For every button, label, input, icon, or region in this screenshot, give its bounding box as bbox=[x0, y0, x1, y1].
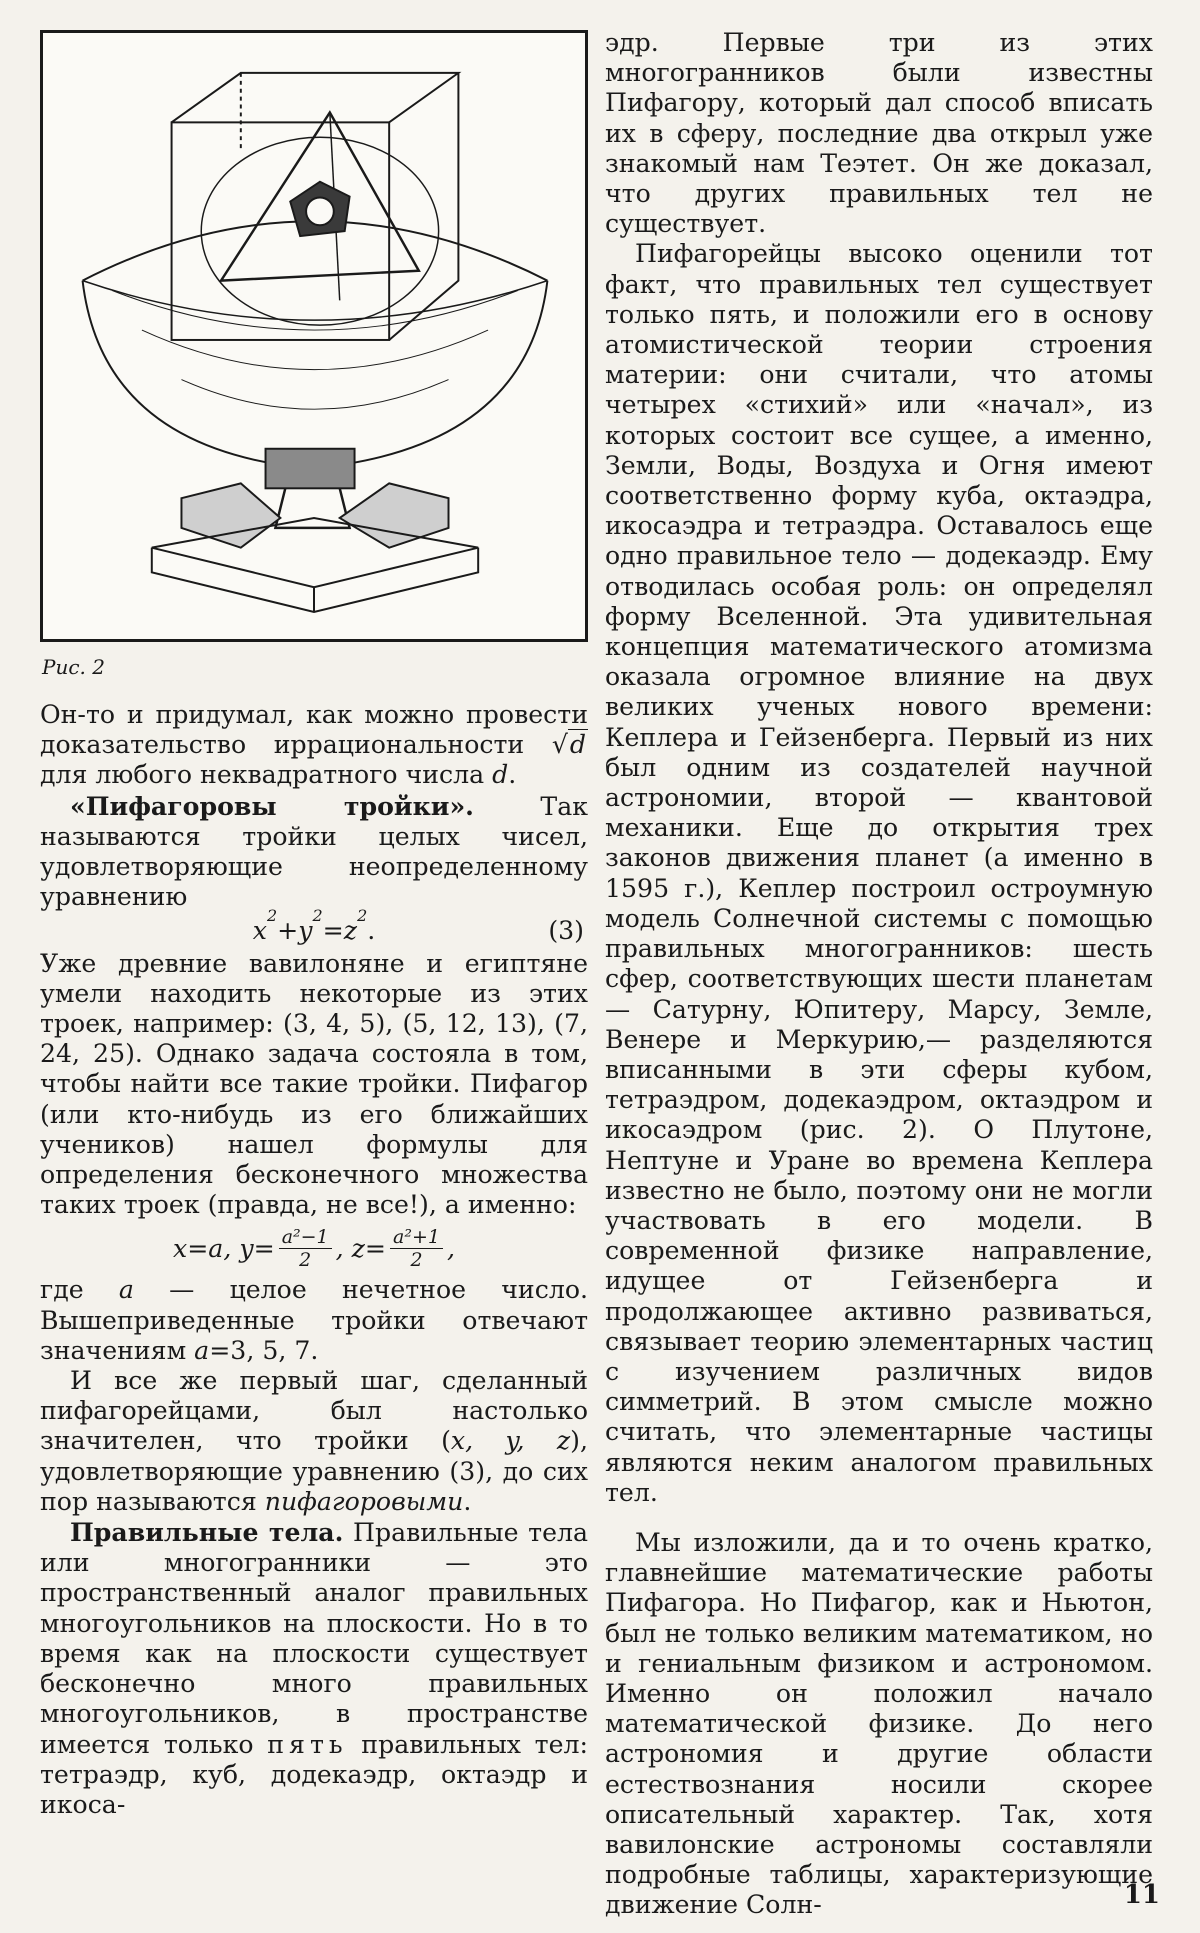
paragraph-odd-number: где a — целое нечетное число. Вышеприведенные тройки отвечают значениям a=3, 5, 7. bbox=[40, 1275, 588, 1365]
equation-number: (3) bbox=[548, 916, 584, 946]
paragraph-irrationality: Он-то и придумал, как можно провести доказательство иррациональности √d для любого неквадратного числа d. bbox=[40, 700, 588, 790]
left-column bbox=[40, 700, 588, 1820]
paragraph-babylonians: Уже древние вавилоняне и египтяне умели находить некоторые из этих троек, например: (3, 4, 5), (5, 12, 13), (7, 24, 25). Однако задача состояла в том, чтобы найти все такие тройки. Пифагор (или кто-нибудь из его ближайших учеников) нашел формулы для определения бесконечного множества таких троек (правда, не все!), а именно: bbox=[40, 948, 588, 1220]
kepler-cosmic-model-illustration bbox=[40, 30, 588, 642]
paragraph-summary: Мы изложили, да и то очень кратко, главнейшие математические работы Пифагора. Но Пифагор, как и Ньютон, был не только великим математиком, но и гениальным физиком и астрономом. Именно он положил начало математической физике. До него астрономия и другие области естествознания носили скорее описательный характер. Так, хотя вавилонские астрономы составляли подробные таблицы, характеризующие движение Солн- bbox=[605, 1527, 1153, 1920]
paragraph-pythagorean-triples: «Пифагоровы тройки». Так называются тройки целых чисел, удовлетворяющие неопределенному уравнению bbox=[40, 790, 588, 912]
paragraph-regular-solids: Правильные тела. Правильные тела или многогранники — это пространственный аналог правильных многоугольников на плоскости. Но в то время как на плоскости существует бесконечно много правильных многоугольников, в пространстве имеется только пять правильных тел: тетраэдр, куб, додекаэдр, октаэдр и икоса- bbox=[40, 1517, 588, 1819]
sqrt-expression: √d bbox=[551, 730, 586, 760]
section-title-solids: Правильные тела. bbox=[70, 1517, 344, 1548]
section-title-triples: «Пифагоровы тройки». bbox=[70, 790, 474, 821]
paragraph-solids-continued: эдр. Первые три из этих многогранников были известны Пифагору, который дал способ вписать их в сферу, последние два открыл уже знакомый нам Теэтет. Он же доказал, что других правильных тел не существует. bbox=[605, 28, 1153, 239]
equation-3: x 2 + y 2 = z 2 . (3) bbox=[252, 906, 584, 946]
paragraph-first-step: И все же первый шаг, сделанный пифагорейцами, был настолько значителен, что тройки (x, y, z), удовлетворяющие уравнению (3), до сих пор называются пифагоровыми. bbox=[40, 1366, 588, 1516]
triple-formula: x=a, y= $\frac{\text{a²−1}}{2}$ , z= $\frac{\text{a²+1}}{2}$ , bbox=[173, 1226, 455, 1272]
right-column bbox=[605, 28, 1153, 1921]
page-number: 11 bbox=[1123, 1880, 1160, 1910]
figure-caption: Рис. 2 bbox=[42, 655, 105, 679]
kepler-model-drawing bbox=[43, 33, 585, 639]
paragraph-atomism: Пифагорейцы высоко оценили тот факт, что правильных тел существует только пять, и положили его в основу атомистической теории строения материи: они считали, что атомы четырех «стихий» или «начал», из которых состоит все сущее, а именно, Земли, Воды, Воздуха и Огня имеют соответственно форму куба, октаэдра, икосаэдра и тетраэдра. Оставалось еще одно правильное тело — додекаэдр. Ему отводилась особая роль: он определял форму Вселенной. Эта удивительная концепция математического атомизма оказала огромное влияние на двух великих ученых нового времени: Кеплера и Гейзенберга. Первый из них был одним из создателей научной астрономии, второй — квантовой механики. Еще до открытия трех законов движения планет (а именно в 1595 г.), Кеплер построил остроумную модель Солнечной системы с помощью правильных многогранников: шесть сфер, соответствующих шести планетам — Сатурну, Юпитеру, Марсу, Земле, Венере и Меркурию,— разделяются вписанными в эти сферы кубом, тетраэдром, додекаэдром, октаэдром и икосаэдром (рис. 2). О Плутоне, Нептуне и Уране во времена Кеплера известно не было, поэтому они не могли участвовать в его модели. В современной физике направление, идущее от Гейзенберга и продолжающее активно развиваться, связывает теорию элементарных частиц с изучением различных видов симметрий. В этом смысле можно считать, что элементарные частицы являются неким аналогом правильных тел. bbox=[605, 239, 1153, 1507]
